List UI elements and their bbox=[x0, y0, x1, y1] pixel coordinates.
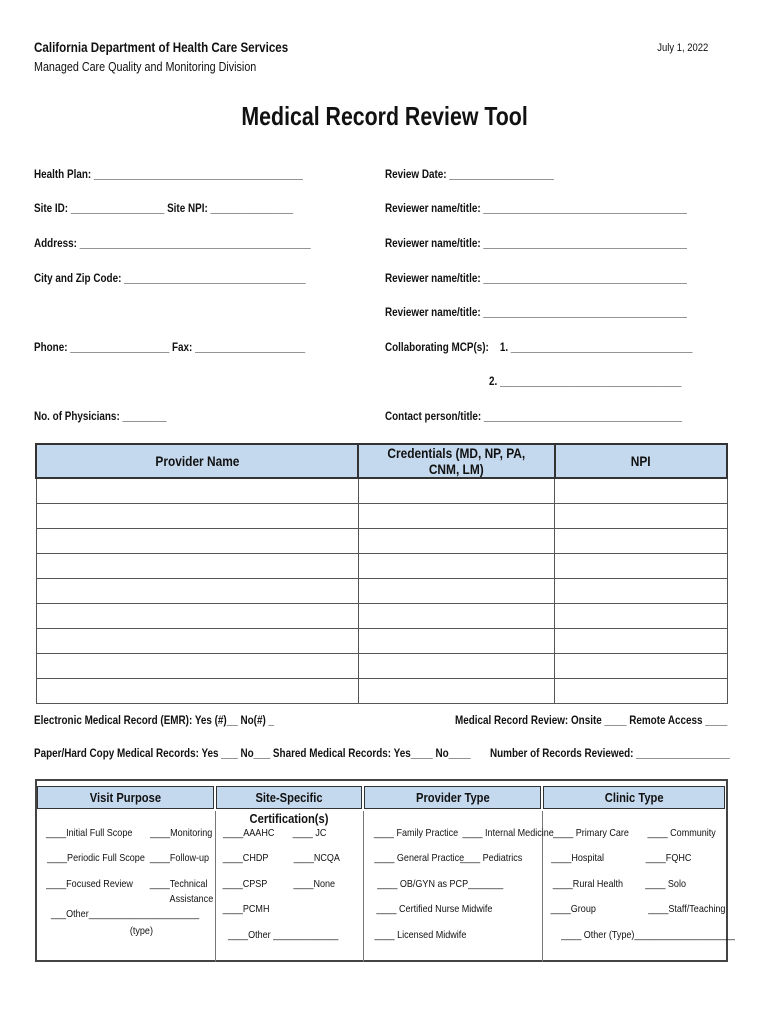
provider-name-cell[interactable] bbox=[36, 478, 358, 503]
community-option[interactable]: ____ Community bbox=[647, 827, 716, 839]
aaahc-option[interactable]: ____AAAHC bbox=[223, 827, 275, 839]
focused-review-option[interactable]: ____Focused Review bbox=[46, 878, 133, 890]
nurse-midwife-option[interactable]: ____ Certified Nurse Midwife bbox=[376, 903, 493, 915]
solo-option[interactable]: ____ Solo bbox=[645, 878, 686, 890]
provider-name-cell[interactable] bbox=[36, 578, 358, 603]
periodic-full-scope-option[interactable]: ____Periodic Full Scope bbox=[46, 852, 145, 864]
mcp-field-2[interactable]: 2. _________________________________ bbox=[489, 376, 682, 388]
technical-assistance-option[interactable]: ____Technical bbox=[149, 878, 208, 890]
provider-type-header: Provider Type bbox=[364, 786, 541, 809]
initial-full-scope-option[interactable]: ____Initial Full Scope bbox=[46, 827, 133, 839]
paper-records-field[interactable]: Paper/Hard Copy Medical Records: Yes ___ No___ Shared Medical Records: Yes____ No____ bbox=[34, 748, 471, 760]
emr-field[interactable]: Electronic Medical Record (EMR): Yes (#)__ No(#) _ bbox=[34, 715, 274, 727]
npi-cell[interactable] bbox=[555, 528, 727, 553]
credentials-cell[interactable] bbox=[358, 578, 555, 603]
credentials-cell[interactable] bbox=[358, 678, 555, 703]
health-plan-field[interactable]: Health Plan: ______________________________________ bbox=[34, 169, 303, 181]
division-name: Managed Care Quality and Monitoring Division bbox=[34, 60, 257, 74]
phone-fax-field[interactable]: Phone: __________________ Fax: ____________________ bbox=[34, 342, 306, 354]
organization-name: California Department of Health Care Services bbox=[34, 40, 289, 55]
column-divider bbox=[215, 811, 216, 962]
clinic-other-option[interactable]: ____ Other (Type)____________________ bbox=[561, 929, 735, 941]
column-divider bbox=[363, 811, 364, 962]
table-row bbox=[36, 678, 727, 703]
record-review-field[interactable]: Medical Record Review: Onsite ____ Remote Access ____ bbox=[455, 715, 728, 727]
licensed-midwife-option[interactable]: ____ Licensed Midwife bbox=[374, 929, 467, 941]
credentials-cell[interactable] bbox=[358, 553, 555, 578]
family-practice-option[interactable]: ____ Family Practice bbox=[373, 827, 459, 839]
review-date-field[interactable]: Review Date: ___________________ bbox=[385, 169, 554, 181]
cert-other-option[interactable]: ____Other _____________ bbox=[227, 929, 339, 941]
pediatrics-option[interactable]: ____ Pediatrics bbox=[460, 852, 523, 864]
provider-name-cell[interactable] bbox=[36, 678, 358, 703]
provider-name-cell[interactable] bbox=[36, 553, 358, 578]
npi-cell[interactable] bbox=[555, 628, 727, 653]
table-row bbox=[36, 628, 727, 653]
credentials-cell[interactable] bbox=[358, 503, 555, 528]
table-row bbox=[36, 478, 727, 503]
group-option[interactable]: ____Group bbox=[550, 903, 596, 915]
mcp-field-1[interactable]: Collaborating MCP(s): 1. _________________________________ bbox=[385, 342, 693, 354]
table-row bbox=[36, 503, 727, 528]
fqhc-option[interactable]: ____FQHC bbox=[645, 852, 692, 864]
reviewer-field-3[interactable]: Reviewer name/title: _____________________________________ bbox=[385, 273, 687, 285]
reviewer-field-2[interactable]: Reviewer name/title: _____________________________________ bbox=[385, 238, 687, 250]
monitoring-option[interactable]: ____Monitoring bbox=[150, 827, 213, 839]
table-row bbox=[36, 653, 727, 678]
table-row bbox=[36, 553, 727, 578]
credentials-cell[interactable] bbox=[358, 603, 555, 628]
internal-medicine-option[interactable]: ____ Internal Medicine bbox=[462, 827, 554, 839]
visit-purpose-header: Visit Purpose bbox=[37, 786, 214, 809]
page-title: Medical Record Review Tool bbox=[241, 101, 529, 131]
npi-cell[interactable] bbox=[555, 478, 727, 503]
staff-teaching-option[interactable]: ____Staff/Teaching bbox=[648, 903, 726, 915]
obgyn-option[interactable]: ____ OB/GYN as PCP_______ bbox=[377, 878, 504, 890]
certification-header: Site-Specific Certification(s) bbox=[216, 786, 362, 809]
provider-table bbox=[35, 443, 728, 704]
credentials-header: Credentials (MD, NP, PA, CNM, LM) bbox=[358, 444, 555, 478]
npi-header: NPI bbox=[555, 444, 727, 478]
reviewer-field-4[interactable]: Reviewer name/title: _____________________________________ bbox=[385, 307, 687, 319]
credentials-cell[interactable] bbox=[358, 528, 555, 553]
physicians-field[interactable]: No. of Physicians: ________ bbox=[34, 411, 167, 423]
city-zip-field[interactable]: City and Zip Code: _________________________________ bbox=[34, 273, 306, 285]
ncqa-option[interactable]: ____NCQA bbox=[293, 852, 340, 864]
npi-cell[interactable] bbox=[555, 553, 727, 578]
table-row bbox=[36, 578, 727, 603]
provider-name-cell[interactable] bbox=[36, 628, 358, 653]
records-reviewed-field[interactable]: Number of Records Reviewed: _________________ bbox=[490, 748, 730, 760]
jc-option[interactable]: ____ JC bbox=[292, 827, 327, 839]
technical-assistance-label: Assistance bbox=[169, 893, 214, 905]
pcmh-option[interactable]: ____PCMH bbox=[222, 903, 270, 915]
primary-care-option[interactable]: ____ Primary Care bbox=[553, 827, 629, 839]
address-field[interactable]: Address: __________________________________________ bbox=[34, 238, 311, 250]
clinic-type-header: Clinic Type bbox=[543, 786, 725, 809]
contact-field[interactable]: Contact person/title: ____________________________________ bbox=[385, 411, 682, 423]
credentials-cell[interactable] bbox=[358, 478, 555, 503]
reviewer-field-1[interactable]: Reviewer name/title: _____________________________________ bbox=[385, 203, 687, 215]
hospital-option[interactable]: ____Hospital bbox=[551, 852, 605, 864]
provider-name-cell[interactable] bbox=[36, 603, 358, 628]
provider-name-cell[interactable] bbox=[36, 653, 358, 678]
visit-other-type-label: (type) bbox=[129, 925, 153, 937]
follow-up-option[interactable]: ____Follow-up bbox=[149, 852, 210, 864]
document-date: July 1, 2022 bbox=[656, 42, 708, 54]
site-id-field[interactable]: Site ID: _________________ Site NPI: _______________ bbox=[34, 203, 293, 215]
provider-name-cell[interactable] bbox=[36, 503, 358, 528]
general-practice-option[interactable]: ____ General Practice bbox=[374, 852, 465, 864]
none-option[interactable]: ____None bbox=[293, 878, 336, 890]
visit-other-option[interactable]: ___Other______________________ bbox=[51, 908, 200, 920]
provider-name-cell[interactable] bbox=[36, 528, 358, 553]
npi-cell[interactable] bbox=[555, 678, 727, 703]
table-row bbox=[36, 528, 727, 553]
credentials-cell[interactable] bbox=[358, 653, 555, 678]
chdp-option[interactable]: ____CHDP bbox=[222, 852, 269, 864]
rural-health-option[interactable]: ____Rural Health bbox=[552, 878, 623, 890]
credentials-cell[interactable] bbox=[358, 628, 555, 653]
provider-name-header: Provider Name bbox=[36, 444, 358, 478]
npi-cell[interactable] bbox=[555, 603, 727, 628]
npi-cell[interactable] bbox=[555, 653, 727, 678]
cpsp-option[interactable]: ____CPSP bbox=[222, 878, 268, 890]
table-row bbox=[36, 603, 727, 628]
npi-cell[interactable] bbox=[555, 578, 727, 603]
npi-cell[interactable] bbox=[555, 503, 727, 528]
